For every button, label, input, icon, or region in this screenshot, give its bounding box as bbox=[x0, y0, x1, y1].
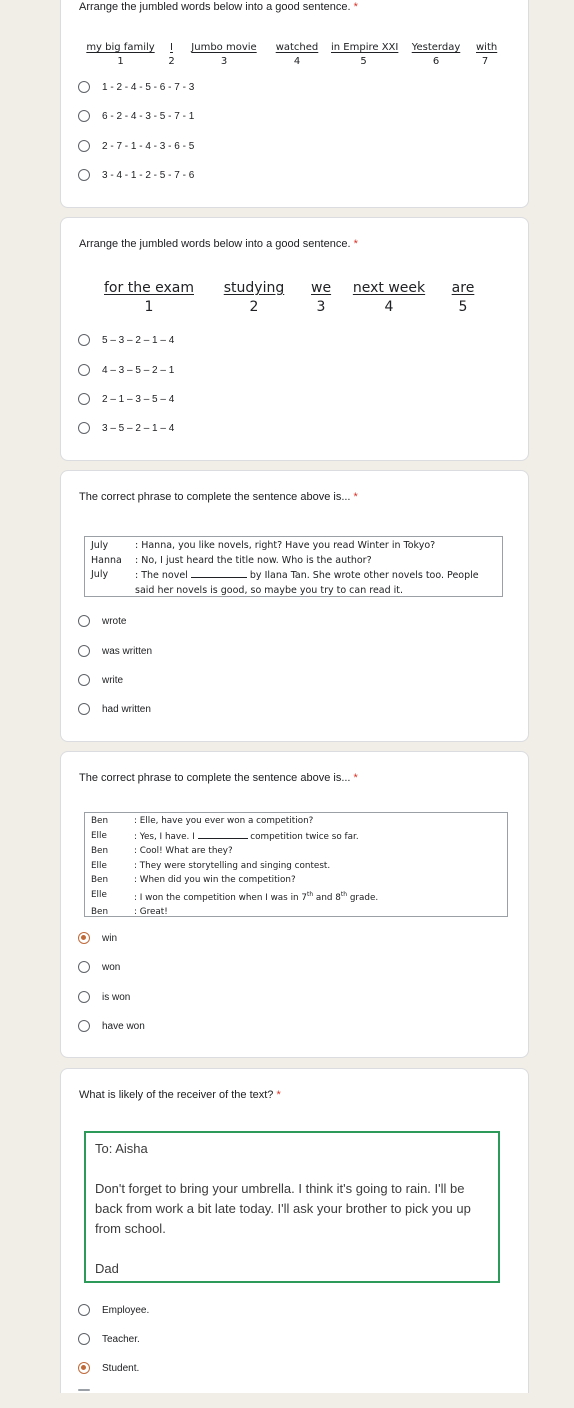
question-title: Arrange the jumbled words below into a good sentence. * bbox=[79, 238, 358, 250]
question-card-1 bbox=[60, 0, 529, 208]
answer-blank bbox=[198, 829, 248, 839]
note-body: Don't forget to bring your umbrella. I think it's going to rain. I'll be back from work a bit late today. I'll ask your brother to pick you up from school. bbox=[95, 1181, 471, 1236]
dialogue-line: Elle : I won the competition when I was in 7th and 8th grade. bbox=[91, 889, 379, 903]
answer-option[interactable]: win bbox=[78, 930, 117, 946]
radio-button[interactable] bbox=[78, 703, 90, 715]
question-card-3 bbox=[60, 470, 529, 742]
jumbled-word: for the exam 1 bbox=[104, 280, 194, 315]
answer-blank bbox=[191, 568, 247, 578]
cut-off-option bbox=[78, 1389, 90, 1391]
answer-option[interactable]: was written bbox=[78, 643, 152, 659]
page-bottom-edge bbox=[0, 1393, 574, 1408]
radio-button[interactable] bbox=[78, 422, 90, 434]
answer-option[interactable]: Employee. bbox=[78, 1302, 149, 1318]
jumbled-words-table bbox=[101, 280, 479, 315]
radio-button-selected[interactable] bbox=[78, 1362, 90, 1374]
answer-option[interactable]: Student. bbox=[78, 1360, 139, 1376]
dialogue-line: Ben : Great! bbox=[91, 907, 168, 918]
jumbled-word: with 7 bbox=[476, 42, 498, 67]
question-card-2 bbox=[60, 217, 529, 461]
question-title: What is likely of the receiver of the text? * bbox=[79, 1089, 281, 1101]
question-title: The correct phrase to complete the sentence above is... * bbox=[79, 491, 358, 503]
radio-button[interactable] bbox=[78, 615, 90, 627]
answer-option[interactable]: Teacher. bbox=[78, 1331, 140, 1347]
jumbled-word: Jumbo movie 3 bbox=[191, 42, 257, 67]
radio-button[interactable] bbox=[78, 674, 90, 686]
question-card-5 bbox=[60, 1068, 529, 1408]
jumbled-word: are 5 bbox=[451, 280, 475, 315]
answer-option[interactable]: is won bbox=[78, 989, 130, 1005]
jumbled-words-table bbox=[83, 42, 498, 67]
radio-button[interactable] bbox=[78, 140, 90, 152]
answer-option[interactable]: 3 – 5 – 2 – 1 – 4 bbox=[78, 420, 174, 436]
radio-button[interactable] bbox=[78, 110, 90, 122]
radio-button[interactable] bbox=[78, 364, 90, 376]
jumbled-word: in Empire XXI 5 bbox=[331, 42, 399, 67]
answer-option[interactable]: won bbox=[78, 959, 120, 975]
jumbled-word: studying 2 bbox=[223, 280, 285, 315]
radio-button[interactable] bbox=[78, 81, 90, 93]
answer-option[interactable]: 4 – 3 – 5 – 2 – 1 bbox=[78, 362, 174, 378]
required-mark: * bbox=[353, 238, 358, 250]
answer-option[interactable]: 5 – 3 – 2 – 1 – 4 bbox=[78, 332, 174, 348]
jumbled-word: watched 4 bbox=[275, 42, 319, 67]
dialogue-line: Ben : Cool! What are they? bbox=[91, 846, 233, 857]
dialogue-box bbox=[84, 812, 508, 917]
answer-option[interactable]: 1 - 2 - 4 - 5 - 6 - 7 - 3 bbox=[78, 79, 194, 95]
radio-button[interactable] bbox=[78, 1020, 90, 1032]
answer-option[interactable]: write bbox=[78, 672, 123, 688]
radio-button[interactable] bbox=[78, 991, 90, 1003]
required-mark: * bbox=[353, 491, 358, 503]
dialogue-line: Ben : When did you win the competition? bbox=[91, 875, 296, 886]
radio-button[interactable] bbox=[78, 961, 90, 973]
dialogue-line: Elle : They were storytelling and singing contest. bbox=[91, 860, 331, 871]
radio-button[interactable] bbox=[78, 645, 90, 657]
note-recipient: To: Aisha bbox=[95, 1141, 148, 1156]
question-title: The correct phrase to complete the sentence above is... * bbox=[79, 772, 358, 784]
radio-button[interactable] bbox=[78, 1333, 90, 1345]
required-mark: * bbox=[353, 1, 358, 13]
required-mark: * bbox=[276, 1089, 281, 1101]
radio-button[interactable] bbox=[78, 334, 90, 346]
dialogue-line: July : The novel by Ilana Tan. She wrote other novels too. People bbox=[91, 569, 479, 581]
question-card-4 bbox=[60, 751, 529, 1058]
radio-button[interactable] bbox=[78, 393, 90, 405]
answer-option[interactable]: 2 - 7 - 1 - 4 - 3 - 6 - 5 bbox=[78, 138, 194, 154]
jumbled-word: my big family 1 bbox=[86, 42, 155, 67]
answer-option[interactable]: have won bbox=[78, 1018, 145, 1034]
question-title: Arrange the jumbled words below into a good sentence. * bbox=[79, 1, 358, 13]
dialogue-line: Ben : Elle, have you ever won a competition? bbox=[91, 816, 314, 826]
radio-button[interactable] bbox=[78, 1304, 90, 1316]
jumbled-word: Yesterday 6 bbox=[411, 42, 461, 67]
answer-option[interactable]: 2 – 1 – 3 – 5 – 4 bbox=[78, 391, 174, 407]
radio-button-selected[interactable] bbox=[78, 932, 90, 944]
dialogue-line: July : Hanna, you like novels, right? Have you read Winter in Tokyo? bbox=[91, 540, 436, 551]
answer-option[interactable]: wrote bbox=[78, 613, 126, 629]
dialogue-line: said her novels is good, so maybe you try to can read it. bbox=[135, 584, 404, 596]
text-message-box bbox=[84, 1131, 500, 1283]
answer-option[interactable]: 6 - 2 - 4 - 3 - 5 - 7 - 1 bbox=[78, 108, 194, 124]
answer-option[interactable]: had written bbox=[78, 701, 151, 717]
jumbled-word: I 2 bbox=[168, 42, 175, 67]
dialogue-line: Hanna : No, I just heard the title now. Who is the author? bbox=[91, 554, 372, 566]
required-mark: * bbox=[353, 772, 358, 784]
radio-button[interactable] bbox=[78, 169, 90, 181]
answer-option[interactable]: 3 - 4 - 1 - 2 - 5 - 7 - 6 bbox=[78, 167, 194, 183]
dialogue-line: Elle : Yes, I have. I competition twice so far. bbox=[91, 830, 359, 842]
jumbled-word: next week 4 bbox=[352, 280, 426, 315]
note-signature: Dad bbox=[95, 1261, 119, 1276]
dialogue-box bbox=[84, 536, 503, 597]
jumbled-word: we 3 bbox=[311, 280, 332, 315]
